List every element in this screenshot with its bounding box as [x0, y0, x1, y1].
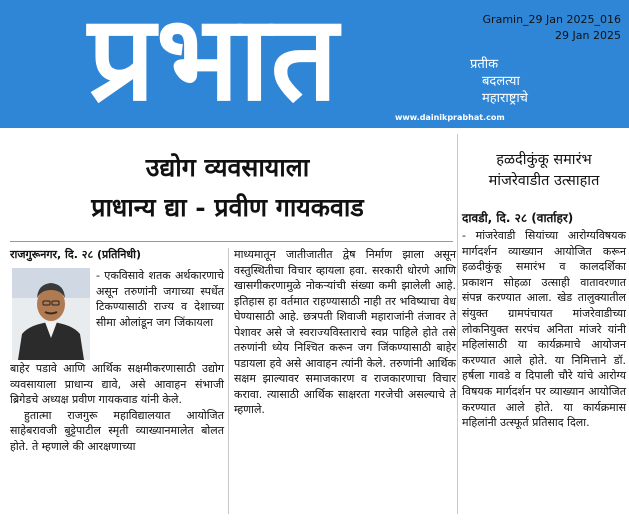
masthead-logo: प्रभात — [88, 0, 339, 127]
article2-headline-line1: हळदीकुंकू समारंभ — [496, 152, 592, 168]
article2-body — [462, 228, 626, 431]
speaker-photo — [12, 268, 90, 360]
article1-lead — [96, 268, 224, 330]
edition-date: 29 Jan 2025 — [555, 29, 621, 42]
article1-column1 — [10, 361, 224, 454]
article1-column2 — [234, 247, 456, 418]
article2-headline-line2: मांजरेवाडीत उत्साहात — [488, 173, 600, 189]
article2-dateline: दावडी, दि. २८ (वार्ताहर) — [462, 211, 574, 225]
article1-headline-line1: उद्योग व्यवसायाला — [145, 153, 310, 182]
tagline-line-1: प्रतीक — [470, 57, 499, 72]
article1-dateline: राजगुरूनगर, दि. २८ (प्रतिनिधी) — [10, 248, 142, 261]
edition-info — [483, 12, 621, 44]
edition-code: Gramin_29 Jan 2025_016 — [482, 13, 621, 26]
portrait-image — [12, 268, 90, 360]
article1-para2: हुतात्मा राजगुरू महाविद्यालयात आयोजित साहेबरावजी बुट्टेपाटील स्मृती व्याख्यानमालेत बोलत होते. ते म्हणाले की आरक्षणाच्या — [10, 408, 224, 453]
headline-rule — [10, 241, 453, 242]
tagline-line-3: महाराष्ट्राचे — [482, 91, 528, 106]
article1-headline — [0, 148, 455, 228]
article1-lead-text: - एकविसावे शतक अर्थकारणाचे असून तरुणांनी जगाच्या स्पर्धेत टिकण्यासाठी राज्य व देशाच्या सीमा ओलांडून जग जिंकायला — [96, 269, 224, 329]
masthead-website: www.dainikprabhat.com — [395, 113, 505, 122]
tagline-line-2: बदलत्या — [482, 74, 520, 89]
masthead-tagline — [470, 56, 528, 107]
article2-body-text: - मांजरेवाडी सियांच्या आरोग्यविषयक मार्गदर्शन व्याख्यान आयोजित करून हळदीकुंकू समारंभ व कालदर्शिका प्रकाशन सोहळा उत्साही वातावरणात संपन्न करण्यात आला. खेड तालुक्यातील संयुक्त ग्रामपंचायत मांजरेवाडीच्या लोकनियुक्त सरपंच अनिता मांजरे यांनी महिलांसाठी या कार्यक्रमाचे आयोजन करण्यात आले होते. या निमित्ताने डॉ. हर्षला गावडे व दिपाली चौरे यांचे आरोग्य विषयक मार्गदर्शन पर व्याख्यान आयोजित करण्यात आले होते. या कार्यक्रमास महिलांनी उत्स्फूर्त प्रतिसाद दिला. — [462, 229, 626, 430]
article1-col2-text: माध्यमातून जातीजातीत द्वेष निर्माण झाला असून वस्तुस्थितीचा विचार व्हायला हवा. सरकारी धोरणे आणि खासगीकरणामुळे नोकऱ्यांची संख्या कमी झालेली आहे. इतिहास हा वर्तमात राहण्यासाठी नाही तर भविष्याचा वेध घेण्यासाठी आहे. छत्रपती शिवाजी महाराजांनी तंजावर ते पेशावर असे जे स्वराज्यविस्ताराचे स्वप्न पाहिले होते तसे तरुणांनी ध्येय निश्चित करून जग जिंकण्यासाठी बाहेर पडायला हवे असे आवाहन त्यांनी केले. तरुणांनी आर्थिक सक्षम झाल्यावर समाजकारण व राजकारणाचा विचार करावा. त्यासाठी आर्थिक साक्षरता गरजेची असल्याचे ते म्हणाले. — [234, 248, 456, 416]
column-divider — [457, 134, 458, 514]
column-divider — [228, 248, 229, 514]
article1-headline-line2: प्राधान्य द्या - प्रवीण गायकवाड — [91, 193, 364, 222]
article2-headline — [462, 150, 626, 192]
article1-para1: बाहेर पडावे आणि आर्थिक सक्षमीकरणासाठी उद्योग व्यवसायाला प्राधान्य द्यावे, असे आवाहन संभाजी ब्रिगेडचे अध्यक्ष प्रवीण गायकवाड यांनी केले. — [10, 362, 224, 406]
